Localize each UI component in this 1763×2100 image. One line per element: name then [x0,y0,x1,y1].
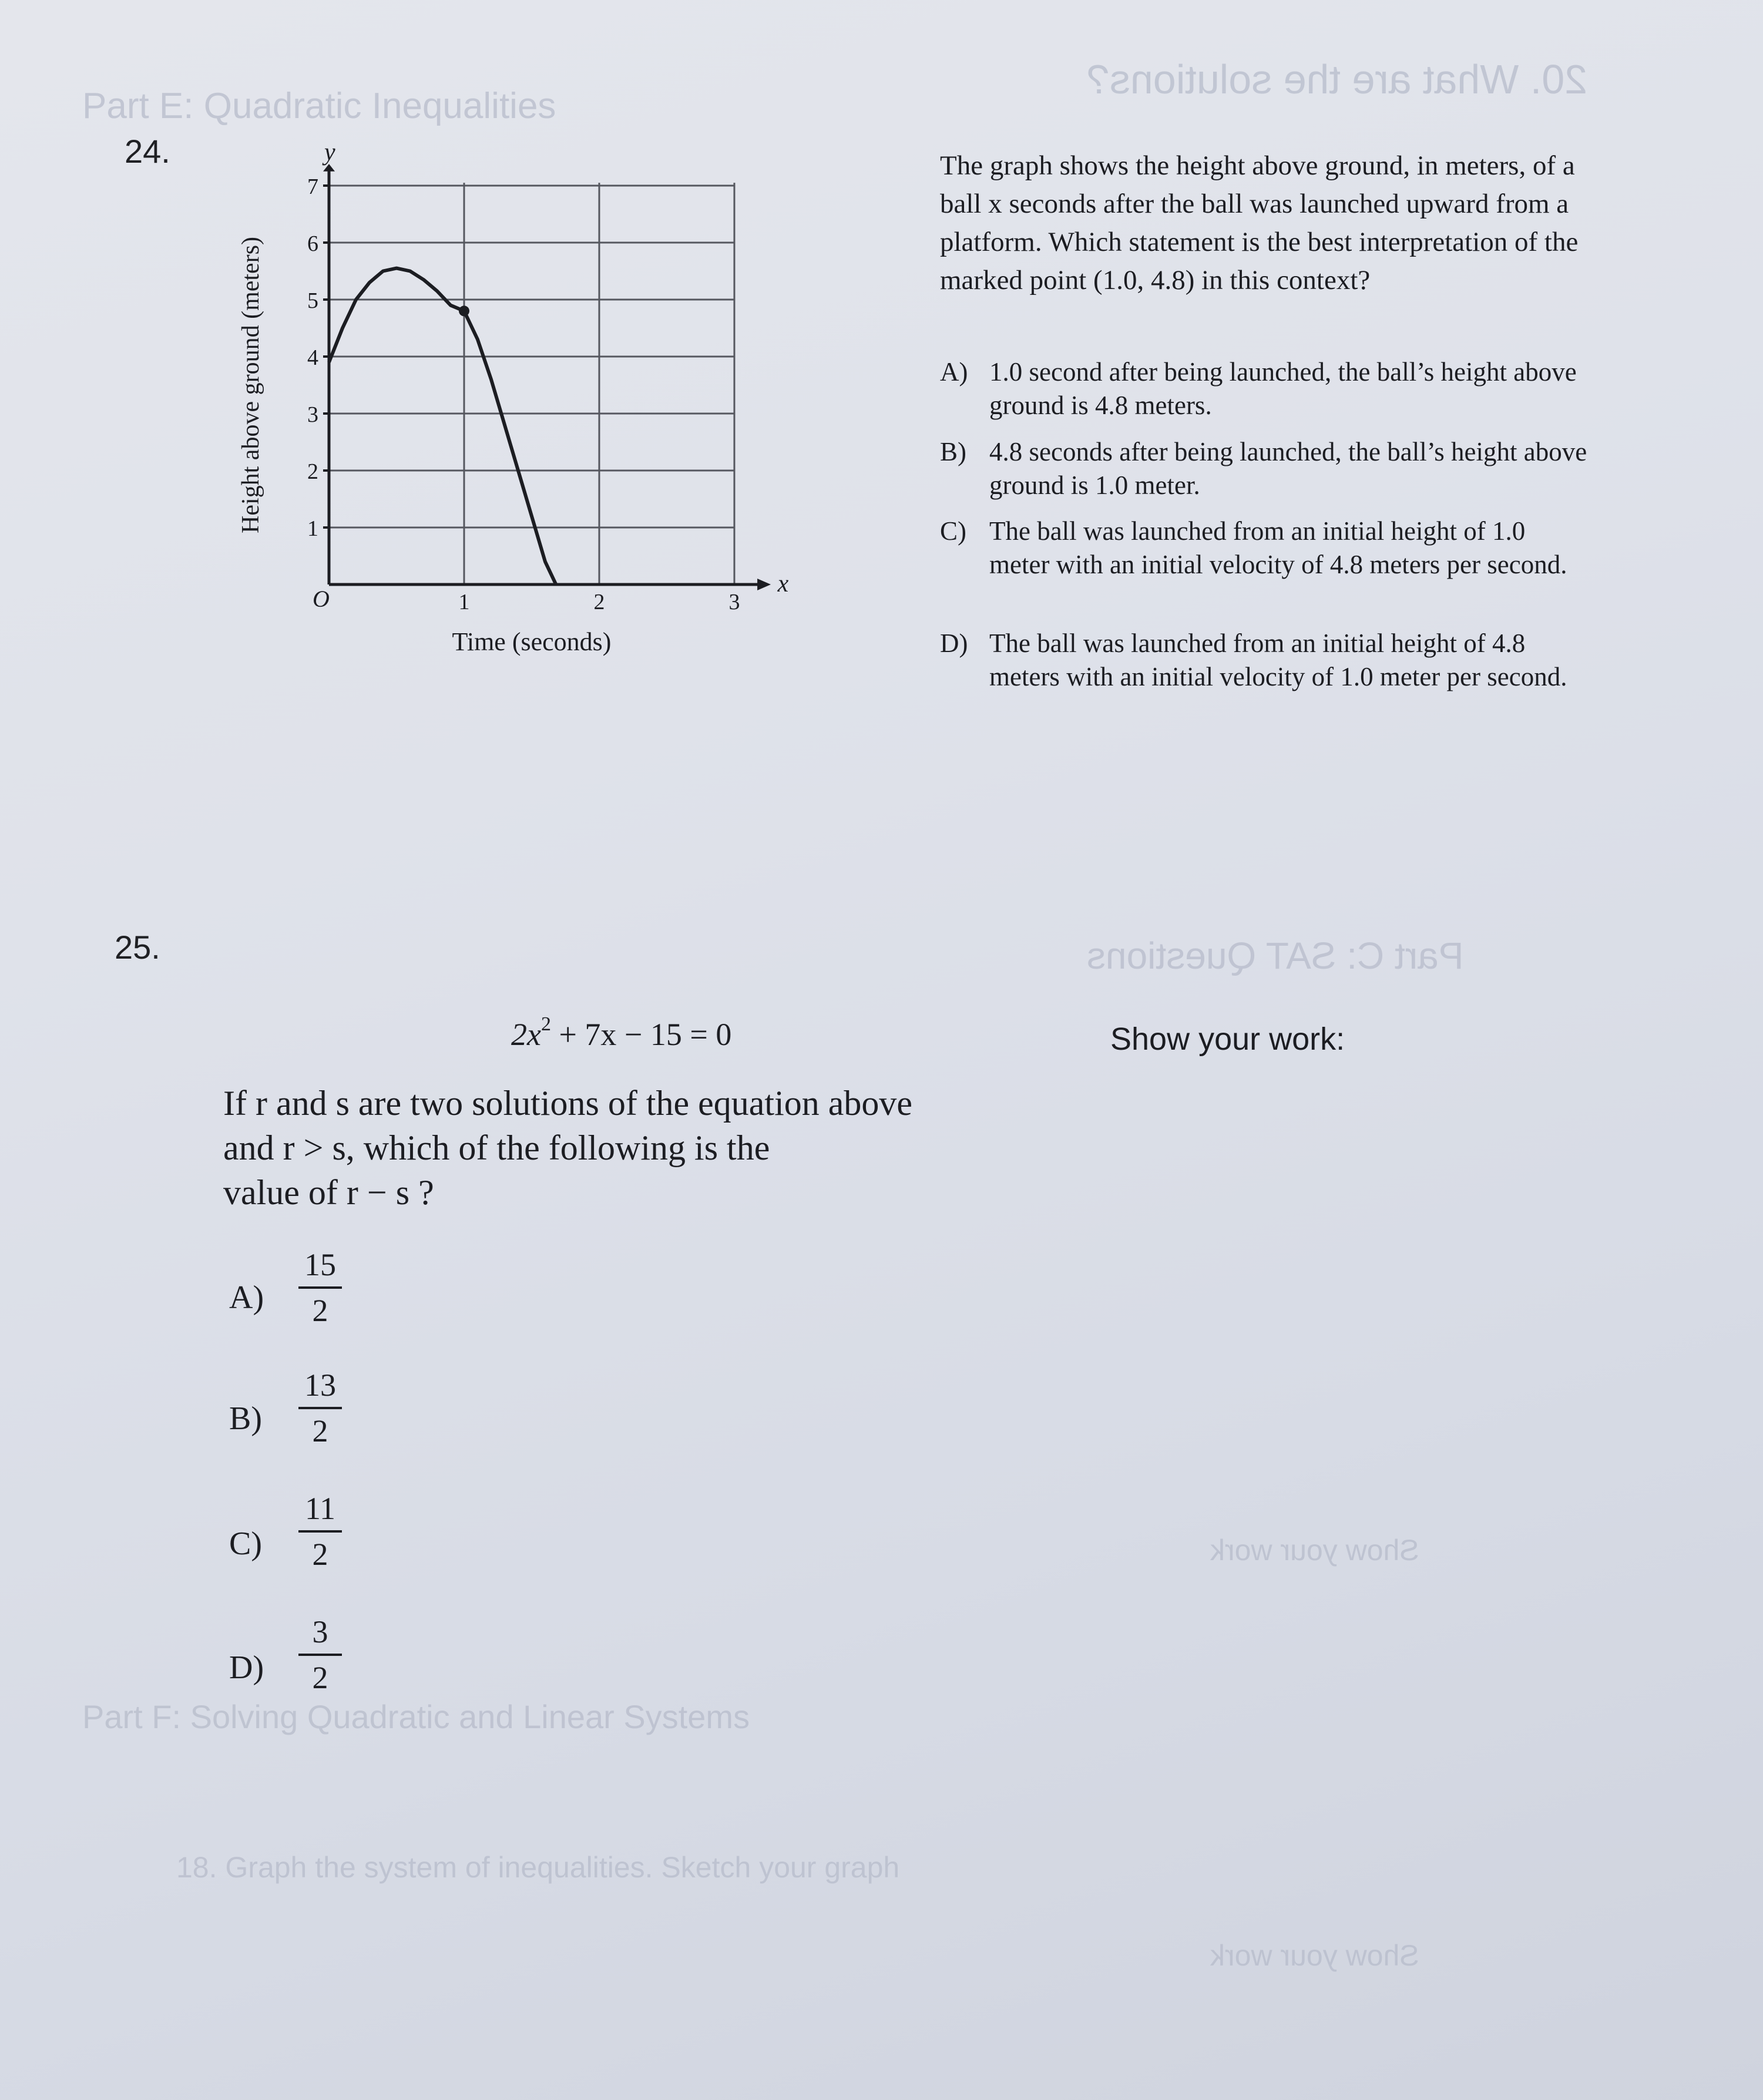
x-tick-label: 1 [458,590,470,614]
fraction-numerator: 13 [304,1367,336,1403]
equation-rest: + 7x − 15 = 0 [550,1017,732,1052]
y-tick-label: 3 [307,402,318,427]
option-letter: A) [229,1279,264,1316]
option-fraction [294,1612,347,1697]
choice-text: The ball was launched from an initial height of 4.8 meters with an initial velocity of 1.0 meter per second. [989,629,1567,691]
y-tick-label: 6 [307,231,318,256]
option-letter: C) [229,1526,262,1562]
option-fraction [294,1245,347,1330]
fraction-numerator: 15 [304,1247,336,1282]
y-tick-label: 4 [307,345,318,370]
choice-text: 4.8 seconds after being launched, the ball’s height above ground is 1.0 meter. [989,437,1587,500]
bleed-through-text: Show your work [1210,1939,1419,1972]
y-tick-label: 2 [307,459,318,484]
x-axis-symbol: x [777,570,789,597]
bleed-through-text: Part E: Quadratic Inequalities [82,86,556,126]
y-tick-label: 1 [307,516,318,541]
fraction-numerator: 3 [312,1614,328,1649]
height-curve [329,268,556,584]
quadratic-equation [511,1013,732,1053]
bleed-through-text: 18. Graph the system of inequalities. Sketch your graph [176,1851,900,1884]
choice-letter: C) [940,516,966,546]
question-24-number: 24. [125,133,170,170]
choice-letter: D) [940,629,968,658]
fraction-bar [298,1286,342,1289]
q24-choice-b[interactable] [940,435,1598,512]
origin-label: O [313,586,330,612]
x-axis-title: Time (seconds) [452,627,612,656]
choice-letter: A) [940,357,968,387]
fraction-numerator: 11 [305,1491,335,1526]
option-fraction [294,1366,347,1450]
bleed-through-text: Part F: Solving Quadratic and Linear Systems [82,1698,750,1735]
height-time-graph [211,129,811,670]
question-25-number: 25. [115,929,160,966]
marked-point [459,305,469,316]
bleed-through-text: 20. What are the solutions? [1087,56,1588,102]
choice-text: The ball was launched from an initial height of 1.0 meter with an initial velocity of 4.8 meters per second. [989,516,1567,579]
fraction-denominator: 2 [312,1660,328,1695]
fraction-denominator: 2 [312,1537,328,1572]
x-axis-arrow [757,579,771,590]
fraction-bar [298,1530,342,1533]
fraction-denominator: 2 [312,1413,328,1449]
option-fraction [294,1489,347,1574]
bleed-through-text: Show your work [1210,1534,1419,1567]
option-letter: B) [229,1400,262,1437]
stem-line: value of r − s ? [223,1173,434,1212]
option-letter: D) [229,1649,264,1686]
equation-exponent: 2 [540,1013,551,1035]
question-24-stem: The graph shows the height above ground, in meters, of a ball x seconds after the ball was launched upward from a platform. Which statement is the best interpretation of the marked point (1.0, 4.8) in this context? [940,150,1579,295]
q24-choice-d[interactable] [940,627,1598,733]
x-tick-label: 2 [593,590,605,614]
choice-letter: B) [940,437,966,466]
y-axis-title: Height above ground (meters) [237,236,264,534]
q24-choice-a[interactable] [940,355,1598,432]
bleed-through-text: Part C: SAT Questions [1087,935,1464,977]
stem-line: If r and s are two solutions of the equation above [223,1084,913,1123]
choice-text: 1.0 second after being launched, the ball’s height above ground is 4.8 meters. [989,357,1577,420]
stem-line: and r > s, which of the following is the [223,1128,770,1167]
show-your-work-label: Show your work: [1110,1022,1345,1057]
q24-choice-c[interactable] [940,515,1598,620]
y-tick-label: 5 [307,288,318,313]
fraction-denominator: 2 [312,1293,328,1328]
equation-term: 2x [511,1017,541,1052]
y-tick-label: 7 [307,174,318,199]
y-axis-symbol: y [324,139,335,166]
fraction-bar [298,1654,342,1656]
question-25-stem [223,1081,1046,1215]
fraction-bar [298,1407,342,1409]
x-tick-label: 3 [728,590,740,614]
